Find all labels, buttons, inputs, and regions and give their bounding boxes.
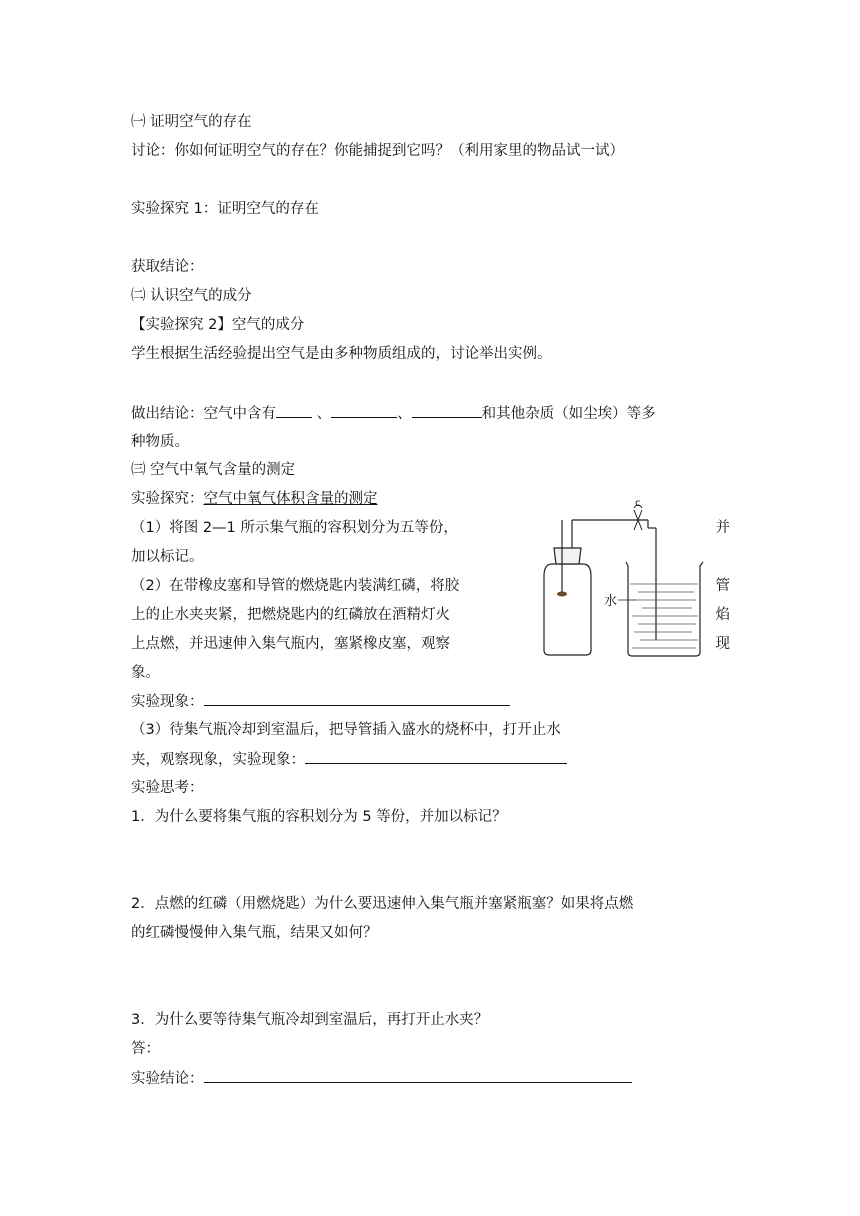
- step3-line1: （3）待集气瓶冷却到室温后，把导管插入盛水的烧杯中，打开止水: [131, 722, 561, 738]
- water-label: 水: [604, 594, 618, 609]
- blank-separator-2: 、: [397, 406, 412, 422]
- experiment3-title: 空气中氧气体积含量的测定: [203, 491, 378, 507]
- experiment-conclusion-blank[interactable]: [204, 1068, 632, 1083]
- clamp-label: c: [635, 500, 641, 509]
- step2-tail-2: 焰: [715, 607, 730, 623]
- experiment2-title: 【实验探究 2】空气的成分: [131, 317, 305, 333]
- rubber-stopper: [554, 548, 581, 564]
- step2-text-1: （2）在带橡皮塞和导管的燃烧匙内装满红磷，将胶: [131, 578, 460, 594]
- phenomenon-label: 实验现象：: [131, 694, 204, 710]
- question-3: 3．为什么要等待集气瓶冷却到室温后，再打开止水夹？: [131, 1012, 489, 1028]
- section2-heading: ㈡ 认识空气的成分: [131, 288, 252, 304]
- thinking-label: 实验思考：: [131, 780, 204, 796]
- apparatus-figure: [538, 500, 713, 660]
- blank-separator-1: 、: [312, 406, 332, 422]
- student-discussion-text: 学生根据生活经验提出空气是由多种物质组成的，讨论举出实例。: [131, 346, 552, 362]
- answer-label: 答：: [131, 1041, 160, 1057]
- experiment1-title: 实验探究 1：证明空气的存在: [131, 201, 319, 217]
- step2-line4: 象。: [131, 665, 160, 681]
- step2-text-2: 上的止水夹夹紧，把燃烧匙内的红磷放在酒精灯火: [131, 607, 450, 623]
- step1-line2: 加以标记。: [131, 549, 204, 565]
- step2-tail-3: 现: [715, 636, 730, 652]
- experiment3-label: 实验探究：: [131, 491, 204, 507]
- conclusion2-line1: [131, 403, 656, 424]
- question-2-line1: 2．点燃的红磷（用燃烧匙）为什么要迅速伸入集气瓶并塞紧瓶塞？如果将点燃: [131, 896, 634, 912]
- step3-line2: [131, 749, 567, 770]
- beaker: [626, 562, 703, 656]
- phenomenon-line: [131, 691, 510, 712]
- conclusion1-label: 获取结论：: [131, 259, 204, 275]
- step2-text-3: 上点燃，并迅速伸入集气瓶内，塞紧橡皮塞，观察: [131, 636, 450, 652]
- conclusion2-line2: 种物质。: [131, 434, 189, 450]
- step1-text: （1）将图 2—1 所示集气瓶的容积划分为五等份，: [131, 520, 458, 536]
- step2-tail-1: 管: [715, 578, 730, 594]
- red-phosphorus: [557, 592, 567, 597]
- step3-phenomenon-blank[interactable]: [305, 749, 567, 764]
- gas-bottle: [544, 564, 591, 655]
- phenomenon-blank[interactable]: [204, 691, 510, 706]
- conclusion2-prefix: 做出结论：空气中含有: [131, 406, 276, 422]
- discussion-text: 讨论：你如何证明空气的存在？你能捕捉到它吗？（利用家里的物品试一试）: [131, 143, 624, 159]
- question-1: 1．为什么要将集气瓶的容积划分为 5 等份，并加以标记？: [131, 809, 507, 825]
- answer-blank-1[interactable]: [276, 403, 312, 418]
- experiment-conclusion-label: 实验结论：: [131, 1071, 204, 1087]
- experiment-conclusion-line: [131, 1068, 632, 1089]
- experiment3-title-line: [131, 489, 378, 509]
- section1-heading: ㈠ 证明空气的存在: [131, 114, 252, 130]
- section3-heading: ㈢ 空气中氧气含量的测定: [131, 462, 296, 478]
- answer-blank-2[interactable]: [331, 403, 397, 418]
- answer-blank-3[interactable]: [412, 403, 482, 418]
- question-2-line2: 的红磷慢慢伸入集气瓶，结果又如何？: [131, 925, 378, 941]
- step3-text-2: 夹，观察现象，实验现象：: [131, 752, 305, 768]
- conclusion2-suffix: 和其他杂质（如尘埃）等多: [481, 406, 656, 422]
- step1-tail: 并: [715, 520, 730, 536]
